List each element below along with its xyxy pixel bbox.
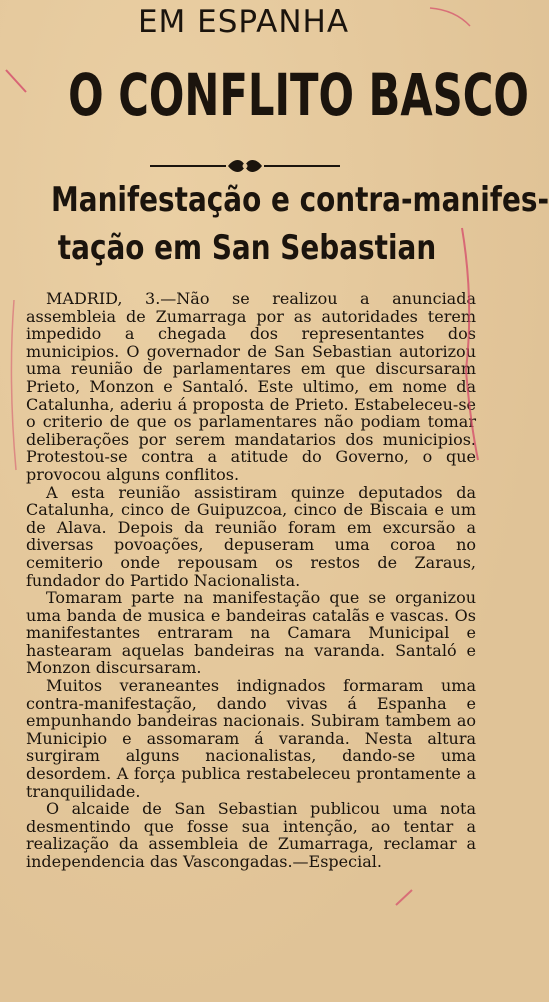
ornament-rule-icon xyxy=(150,156,340,176)
paragraph: A esta reunião assistiram quinze deputados da Catalunha, cinco de Guipuzcoa, cinco de Biscaia e um de Alava. Depois da reunião foram em excursão a diversas povoações, depuseram uma coroa no cemiterio onde repousam os restos de Zaraus, fundador do Partido Nacionalista. xyxy=(26,482,476,590)
headline: O CONFLITO BASCO xyxy=(68,61,529,129)
section-kicker: EM ESPANHA xyxy=(137,4,350,40)
subheadline-line-1: Manifestação e contra-manifes- xyxy=(51,180,549,220)
article-body xyxy=(26,290,476,871)
paragraph: O alcaide de San Sebastian publicou uma nota desmentindo que fosse sua intenção, ao tentar a realização da assembleia de Zumarraga, reclamar a independencia das Vascongadas.—Especial. xyxy=(26,799,476,871)
paragraph: Tomaram parte na manifestação que se organizou uma banda de musica e bandeiras catalãs e vascas. Os manifestantes entraram na Camara Municipal e hastearam aquelas bandeiras na varanda. Santaló e Monzon discursaram. xyxy=(26,588,476,678)
paragraph: MADRID, 3.—Não se realizou a anunciada assembleia de Zumarraga por as autoridades terem impedido a chegada dos representantes dos municipios. O governador de San Sebastian autorizou uma reunião de parlamentares em que discursaram Prieto, Monzon e Santaló. Este ultimo, em nome da Catalunha, aderiu á proposta de Prieto. Estabeleceu-se o criterio de que os parlamentares não podiam tomar deliberações por serem mandatarios dos municipios. Protestou-se contra a atitude do Governo, o que provocou alguns conflitos. xyxy=(26,289,476,484)
subheadline-line-2: tação em San Sebastian xyxy=(57,228,437,268)
paragraph: Muitos veraneantes indignados formaram uma contra-manifestação, dando vivas á Espanha e empunhando bandeiras nacionais. Subiram tambem ao Municipio e assomaram á varanda. Nesta altura surgiram alguns nacionalistas, dando-se uma desordem. A força publica restabeleceu prontamente a tranquilidade. xyxy=(26,676,476,801)
subheadline xyxy=(8,176,549,272)
